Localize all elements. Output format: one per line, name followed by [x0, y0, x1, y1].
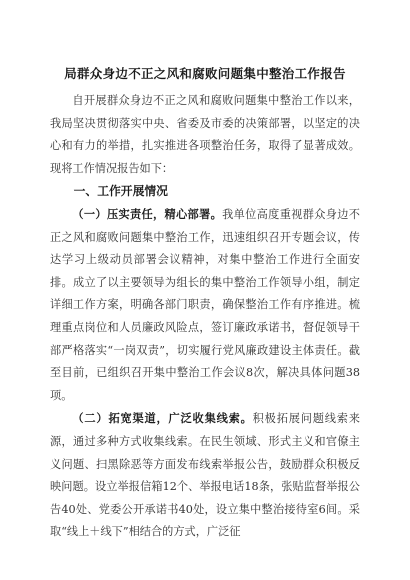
subsection-1-heading: （一）压实责任，精心部署。 — [72, 206, 223, 221]
document-title: 局群众身边不正之风和腐败问题集中整治工作报告 — [64, 66, 346, 81]
section-heading: 一、工作开展情况 — [73, 184, 168, 199]
subsection-1-body: 我单位高度重视群众身边不正之风和腐败问题集中整治工作，迅速组织召开专题会议，传达学习上级动员部署会议精神，对集中整治工作进行全面安排。成立了以主要领导为组长的集中整治工作领导小组，制定详细工作方案，明确各部门职责，确保整治工作有序推进。梳理重点岗位和人员廉政风险点，签订廉政承诺书，督促领导干部严格落实“一岗双责”，切实履行党风廉政建设主体责任。截至目前，已组织召开集中整治工作会议8次，解决具体问题38项。 — [50, 207, 360, 402]
intro-paragraph: 自开展群众身边不正之风和腐败问题集中整治工作以来，我局坚决贯彻落实中央、省委及市委的决策部署，以坚定的决心和有力的举措，扎实推进各项整治任务，取得了显著成效。现将工作情况报告如下： — [50, 94, 360, 175]
subsection-1-paragraph — [50, 203, 360, 407]
subsection-2-body: 积极拓展问题线索来源，通过多种方式收集线索。在民生领域、形式主义和官僚主义问题、扫黑除恶等方面发布线索举报公告，鼓励群众积极反映问题。设立举报信箱12个、举报电话18条，张贴监督举报公告40处、党委公开承诺书40处，设立集中整治接待室6间。采取“线上＋线下”相结合的方式，广泛征 — [50, 412, 360, 539]
subsection-2-paragraph — [50, 407, 360, 544]
subsection-2-heading: （二）拓宽渠道，广泛收集线索。 — [72, 411, 253, 426]
